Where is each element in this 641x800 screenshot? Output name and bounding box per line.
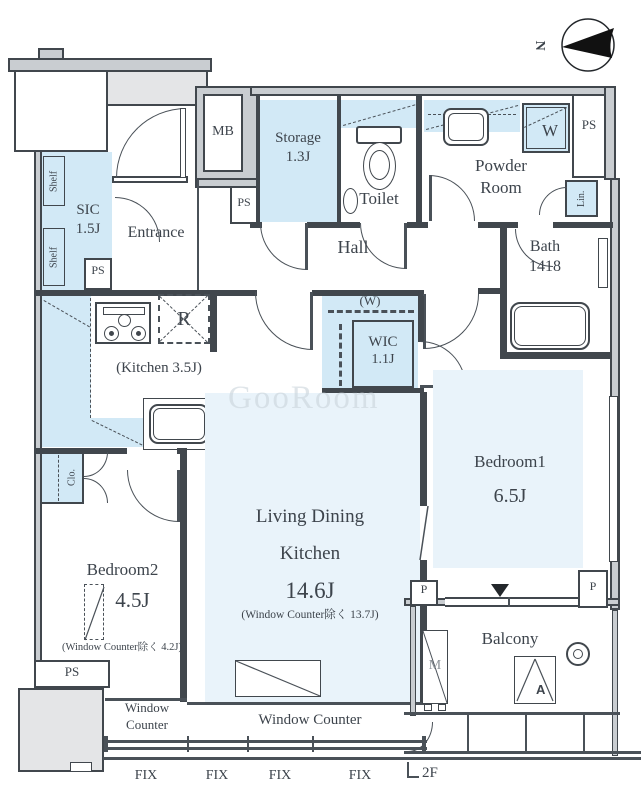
ldk-size-label: 14.6J: [285, 578, 335, 603]
ground-line: [103, 757, 641, 760]
wall: [187, 702, 427, 705]
bedroom1-label: Bedroom1: [474, 452, 546, 471]
balcony-label: Balcony: [481, 629, 539, 648]
closet-label: Clo.: [66, 469, 78, 487]
wic-w-mark: (W): [359, 293, 381, 308]
kitchen-counter: [42, 296, 91, 447]
bathroom-sink-inner: [448, 113, 484, 141]
floor-label: 2F: [422, 765, 438, 781]
toilet-label: Toilet: [359, 189, 399, 208]
burner-dot: [109, 331, 114, 336]
floor-marker-line: [407, 776, 419, 778]
ac-unit-label: A: [536, 682, 546, 697]
door-leaf: [177, 470, 180, 522]
window-tick: [508, 597, 510, 607]
railing-post: [583, 714, 585, 752]
window-mullion: [187, 736, 189, 752]
meter-box-label: MB: [212, 124, 234, 139]
pipe-space-label: PS: [581, 117, 597, 132]
door-arc-partition: [408, 722, 433, 752]
wall: [410, 606, 416, 716]
storage-label: Storage: [275, 130, 321, 146]
railing-post: [467, 714, 469, 752]
window-line: [105, 740, 427, 743]
storage-size-label: 1.3J: [285, 149, 311, 165]
wall: [38, 48, 64, 60]
compass-north-label: N: [531, 40, 547, 51]
fix-label: FIX: [205, 768, 229, 783]
door-arc-sic: [115, 197, 160, 242]
door-leaf: [305, 223, 308, 270]
fridge-space-label: R: [177, 307, 191, 330]
wic-pipe-dash: [339, 324, 342, 386]
stove: [95, 302, 151, 344]
meter-unit-label: M: [428, 658, 442, 673]
powder-room-label-1: Powder: [475, 156, 527, 175]
pillar-label: P: [420, 582, 428, 596]
window-mullion: [247, 736, 249, 752]
bedroom2-label: Bedroom2: [86, 560, 159, 579]
window-mullion: [312, 736, 314, 752]
window-counter-center: Window Counter: [258, 712, 362, 728]
wall: [500, 352, 612, 359]
wall: [420, 392, 427, 506]
burner-icon: [118, 314, 131, 327]
fix-label: FIX: [134, 768, 158, 783]
door-arc-front: [116, 108, 186, 178]
window-line: [105, 747, 427, 750]
bathtub-inner: [514, 306, 586, 346]
bedroom2-note-label: (Window Counter除く 4.2J): [61, 642, 183, 653]
sic-shelf-label: Shelf: [48, 246, 60, 268]
wall: [34, 150, 42, 662]
burner-dot: [136, 331, 141, 336]
bath-window: [598, 238, 608, 288]
door-leaf: [404, 223, 407, 269]
balcony-edge: [404, 712, 620, 715]
wall: [612, 610, 618, 756]
sic-label: SIC: [76, 202, 100, 218]
door-arc-bedroom1: [424, 294, 479, 349]
pipe-space-label: PS: [64, 664, 80, 679]
closet-door-arc: [84, 478, 108, 503]
pipe-space-label: PS: [91, 263, 105, 277]
watermark: GooRoom: [228, 380, 380, 416]
pipe-space-label: PS: [237, 195, 251, 209]
wall: [407, 222, 428, 228]
wall: [478, 288, 507, 294]
bath-label: Bath: [529, 238, 561, 255]
door-arc-bedroom2: [127, 470, 179, 522]
wall: [210, 296, 217, 352]
bedroom1-size-label: 6.5J: [493, 485, 527, 507]
ac-unit-triangle: [514, 656, 556, 704]
wic-label: WIC: [368, 334, 398, 350]
corridor-area: [106, 70, 208, 106]
bedroom2-desk-diagonal: [84, 584, 106, 642]
fix-label: FIX: [268, 768, 292, 783]
bedroom2-size-label: 4.5J: [115, 588, 150, 612]
powder-room-label-2: Room: [480, 178, 522, 197]
counter-dash: [90, 298, 91, 418]
meter-foot: [438, 704, 446, 711]
wall: [307, 222, 360, 228]
toilet-bowl-inner: [369, 150, 390, 180]
window-counter-left-2: Counter: [126, 717, 168, 732]
neighbor-block: [14, 70, 108, 152]
ldk-step-diagonal: [235, 660, 321, 697]
kitchen-sink-inner: [153, 408, 205, 440]
meter-foot: [424, 704, 432, 711]
ldk-note-label: (Window Counter除く 13.7J): [241, 609, 379, 621]
sliding-door: [418, 504, 430, 562]
wall: [250, 86, 612, 96]
sic-size-label: 1.5J: [75, 221, 101, 237]
entrance-label: Entrance: [127, 224, 185, 241]
railing-post: [525, 714, 527, 752]
railing-line: [404, 751, 641, 754]
bedroom1-window: [609, 396, 618, 562]
door-arc-storage: [260, 223, 307, 270]
structural-notch: [70, 762, 92, 772]
entrance-step-line: [197, 180, 199, 290]
pillar-label: P: [589, 579, 597, 593]
front-door-leaf: [180, 108, 186, 178]
door-leaf: [429, 175, 432, 221]
wic-size-label: 1.1J: [371, 352, 395, 367]
compass: [552, 12, 624, 80]
closet-door-arc: [84, 452, 108, 477]
kitchen-label: (Kitchen 3.5J): [116, 360, 202, 376]
wic-pipe-dash: [328, 310, 414, 313]
wall: [478, 222, 518, 228]
washer-label: W: [541, 121, 559, 140]
balcony-window: [445, 597, 578, 607]
ldk-label-1: Living Dining: [255, 506, 365, 527]
ldk-label-2: Kitchen: [279, 543, 341, 564]
wall: [553, 222, 613, 228]
wall: [416, 94, 422, 224]
door-arc-ldk: [255, 292, 313, 350]
closet-dash: [58, 455, 59, 501]
pipe-space: [572, 94, 606, 178]
fix-label: FIX: [348, 768, 372, 783]
bath-size-label: 1418: [529, 258, 561, 275]
hall-label: Hall: [337, 237, 369, 257]
entry-marker-icon: [491, 584, 509, 597]
linen-label: Lin.: [576, 190, 587, 207]
door-leaf: [310, 292, 313, 350]
structural-block: [18, 688, 104, 772]
wall: [418, 296, 424, 342]
window-counter-left-1: Window: [124, 700, 170, 715]
window-jamb: [104, 736, 108, 752]
sic-shelf-label: Shelf: [48, 170, 60, 192]
drain-icon-inner: [573, 649, 583, 659]
